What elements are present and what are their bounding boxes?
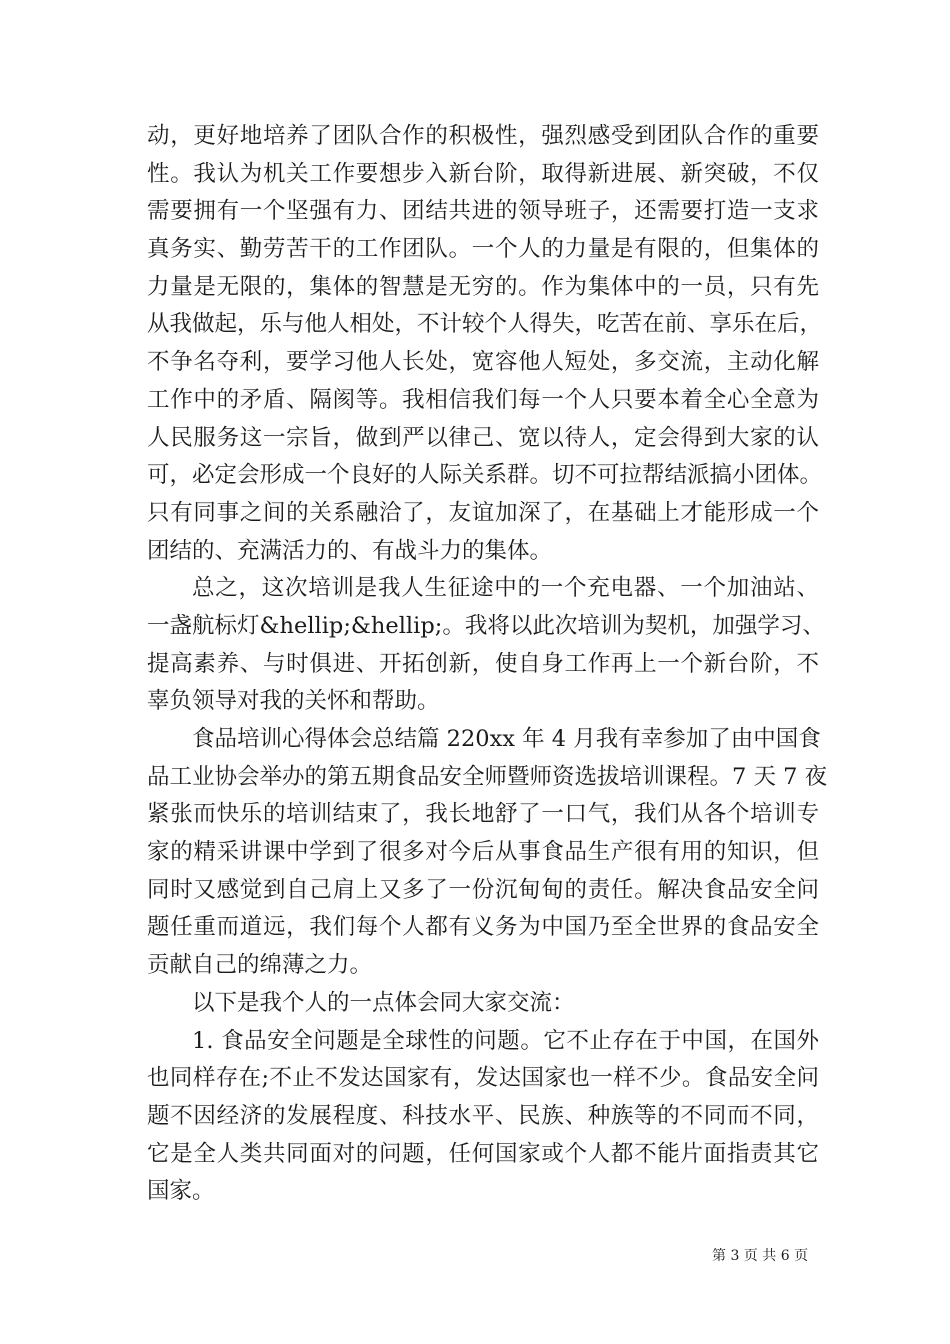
text-line: 1. 食品安全问题是全球性的问题。它不止存在于中国，在国外 [192,1027,819,1054]
text-line: 辜负领导对我的关怀和帮助。 [147,688,440,715]
text-line: 团结的、充满活力的、有战斗力的集体。 [147,537,553,564]
text-line: 不争名夺利，要学习他人长处，宽容他人短处，多交流，主动化解 [147,349,819,376]
text-line: 一盏航标灯&hellip;&hellip;。我将以此次培训为契机，加强学习、 [147,612,825,639]
text-line: 以下是我个人的一点体会同大家交流： [192,989,575,1016]
text-line: 力量是无限的，集体的智慧是无穷的。作为集体中的一员，只有先 [147,273,819,300]
text-line: 家的精采讲课中学到了很多对今后从事食品生产很有用的知识，但 [147,839,819,866]
text-line: 同时又感觉到自己肩上又多了一份沉甸甸的责任。解决食品安全问 [147,876,819,903]
text-line: 题任重而道远，我们每个人都有义务为中国乃至全世界的食品安全 [147,914,819,941]
text-line: 也同样存在;不止不发达国家有，发达国家也一样不少。食品安全问 [147,1065,819,1092]
text-line: 动，更好地培养了团队合作的积极性，强烈感受到团队合作的重要 [147,123,819,149]
text-line: 提高素养、与时俱进、开拓创新，使自身工作再上一个新台阶，不 [147,650,819,677]
text-line: 性。我认为机关工作要想步入新台阶，取得新进展、新突破，不仅 [147,160,819,187]
page-number: 第 3 页 共 6 页 [712,1248,809,1264]
text-line: 工作中的矛盾、隔阂等。我相信我们每一个人只要本着全心全意为 [147,386,819,413]
text-line: 它是全人类共同面对的问题，任何国家或个人都不能片面指责其它 [147,1140,819,1167]
text-line: 贡献自己的绵薄之力。 [147,952,373,979]
text-line: 可，必定会形成一个良好的人际关系群。切不可拉帮结派搞小团体。 [147,462,823,489]
text-line: 需要拥有一个坚强有力、团结共进的领导班子，还需要打造一支求 [147,198,819,225]
text-line: 国家。 [147,1178,215,1205]
text-line: 从我做起，乐与他人相处，不计较个人得失，吃苦在前、享乐在后， [147,311,823,338]
text-line: 紧张而快乐的培训结束了，我长地舒了一口气，我们从各个培训专 [147,801,819,828]
text-line: 真务实、勤劳苦干的工作团队。一个人的力量是有限的，但集体的 [147,236,819,263]
text-line: 食品培训心得体会总结篇 220xx 年 4 月我有幸参加了由中国食 [192,726,821,752]
document-body [147,118,828,1211]
text-line: 总之，这次培训是我人生征途中的一个充电器、一个加油站、 [192,575,819,602]
text-line: 题不因经济的发展程度、科技水平、民族、种族等的不同而不同， [147,1102,819,1129]
text-line: 品工业协会举办的第五期食品安全师暨师资选拔培训课程。7 天 7 夜 [147,763,828,790]
text-line: 人民服务这一宗旨，做到严以律己、宽以待人，定会得到大家的认 [147,424,819,451]
text-line: 只有同事之间的关系融洽了，友谊加深了，在基础上才能形成一个 [147,499,819,526]
